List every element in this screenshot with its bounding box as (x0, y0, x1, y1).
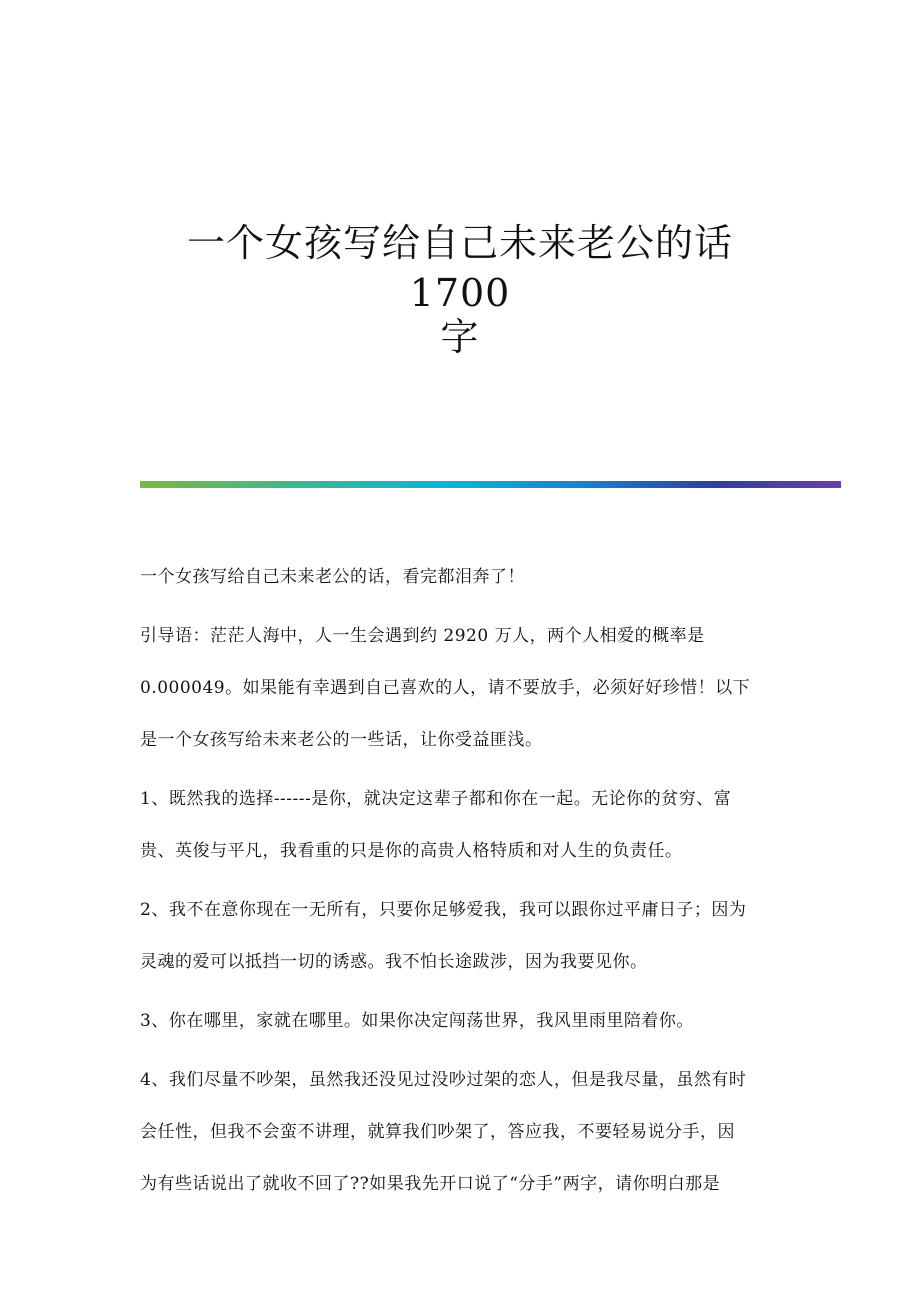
text-line: 是一个女孩写给未来老公的一些话，让你受益匪浅。 (140, 730, 543, 750)
text-line: 3、你在哪里，家就在哪里。如果你决定闯荡世界，我风里雨里陪着你。 (140, 1011, 694, 1031)
document-body (140, 564, 780, 1197)
text-line: 为有些话说出了就收不回了??如果我先开口说了“分手”两字，请你明白那是 (140, 1174, 721, 1194)
gradient-divider (140, 481, 841, 488)
paragraph-intro-heading (140, 564, 780, 590)
paragraph-item-1 (140, 786, 780, 864)
paragraph-item-3 (140, 1008, 780, 1034)
paragraph-lead (140, 623, 780, 753)
text-line: 会任性，但我不会蛮不讲理，就算我们吵架了，答应我，不要轻易说分手，因 (140, 1122, 735, 1142)
document-title-line-2: 字 (440, 315, 480, 359)
text-line: 4、我们尽量不吵架，虽然我还没见过没吵过架的恋人，但是我尽量，虽然有时 (140, 1070, 747, 1090)
text-line: 2、我不在意你现在一无所有，只要你足够爱我，我可以跟你过平庸日子；因为 (140, 900, 747, 920)
text-line: 灵魂的爱可以抵挡一切的诱惑。我不怕长途跋涉，因为我要见你。 (140, 952, 648, 972)
text-line: 贵、英俊与平凡，我看重的只是你的高贵人格特质和对人生的负责任。 (140, 841, 683, 861)
text-line: 一个女孩写给自己未来老公的话，看完都泪奔了！ (140, 567, 525, 587)
text-line: 引导语：茫茫人海中，人一生会遇到约 2920 万人，两个人相爱的概率是 (140, 626, 705, 646)
paragraph-item-2 (140, 897, 780, 975)
text-line: 1、既然我的选择------是你，就决定这辈子都和你在一起。无论你的贫穷、富 (140, 789, 732, 809)
text-line: 0.000049。如果能有幸遇到自己喜欢的人，请不要放手，必须好好珍惜！以下 (140, 678, 751, 698)
document-title-line-1: 一个女孩写给自己未来老公的话 1700 (186, 221, 733, 315)
paragraph-item-4 (140, 1067, 780, 1197)
